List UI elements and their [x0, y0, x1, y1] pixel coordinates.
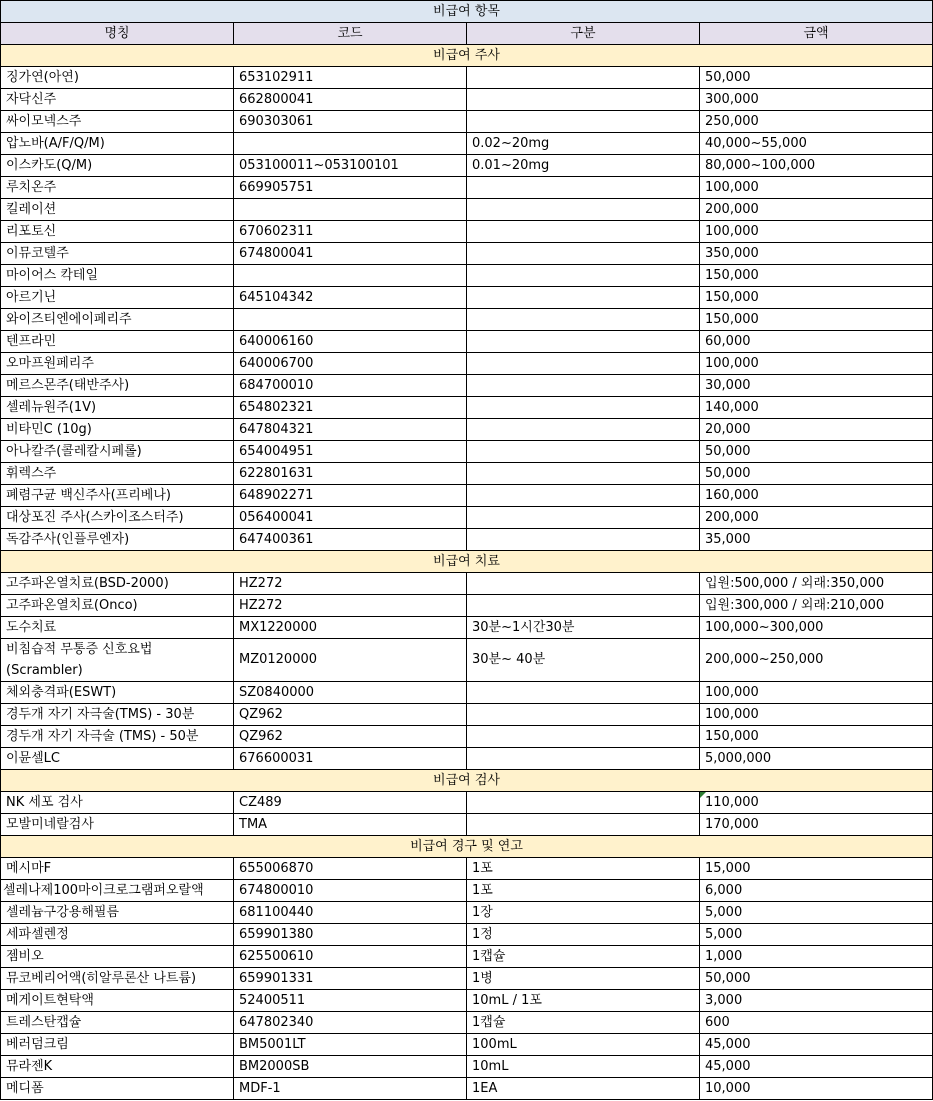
item-category-cell: 1포 — [467, 858, 700, 880]
item-price-cell: 50,000 — [700, 968, 933, 990]
table-row — [1, 529, 933, 551]
item-category-cell — [467, 419, 700, 441]
item-price-cell: 80,000~100,000 — [700, 155, 933, 177]
item-price-cell: 30,000 — [700, 375, 933, 397]
table-row — [1, 507, 933, 529]
item-category-cell — [467, 814, 700, 836]
item-category-cell — [467, 595, 700, 617]
item-name-cell: 메디폼 — [1, 1078, 234, 1100]
item-code-cell: 056400041 — [234, 507, 467, 529]
item-code-cell: SZ0840000 — [234, 682, 467, 704]
section-title: 비급여 치료 — [1, 551, 933, 573]
item-price-cell: 100,000 — [700, 353, 933, 375]
item-name-cell: 대상포진 주사(스카이조스터주) — [1, 507, 234, 529]
table-row — [1, 902, 933, 924]
item-name-cell: 휘렉스주 — [1, 463, 234, 485]
item-code-cell — [234, 265, 467, 287]
item-code-cell: 655006870 — [234, 858, 467, 880]
item-name-cell: 젬비오 — [1, 946, 234, 968]
item-code-cell: 690303061 — [234, 111, 467, 133]
item-name-cell: 이스카도(Q/M) — [1, 155, 234, 177]
item-category-cell: 1캡슐 — [467, 1012, 700, 1034]
item-price-cell: 50,000 — [700, 463, 933, 485]
item-code-cell: 647804321 — [234, 419, 467, 441]
item-price-cell: 1,000 — [700, 946, 933, 968]
item-name-cell: 이뮨셀LC — [1, 748, 234, 770]
item-price-cell: 60,000 — [700, 331, 933, 353]
table-row — [1, 331, 933, 353]
item-name-cell: 아르기닌 — [1, 287, 234, 309]
item-category-cell: 10mL — [467, 1056, 700, 1078]
table-row — [1, 858, 933, 880]
item-price-cell: 10,000 — [700, 1078, 933, 1100]
item-price-cell: 300,000 — [700, 89, 933, 111]
section-row — [1, 770, 933, 792]
column-header-code: 코드 — [234, 23, 467, 45]
table-row — [1, 221, 933, 243]
item-code-cell: 681100440 — [234, 902, 467, 924]
item-code-cell: 659901331 — [234, 968, 467, 990]
item-name-cell: 압노바(A/F/Q/M) — [1, 133, 234, 155]
item-name-cell: 루치온주 — [1, 177, 234, 199]
item-code-cell: CZ489 — [234, 792, 467, 814]
item-code-cell: MDF-1 — [234, 1078, 467, 1100]
item-name-cell: 킬레이션 — [1, 199, 234, 221]
item-price-cell: 입원:300,000 / 외래:210,000 — [700, 595, 933, 617]
item-code-cell: QZ962 — [234, 704, 467, 726]
item-category-cell: 1EA — [467, 1078, 700, 1100]
table-row — [1, 1034, 933, 1056]
item-code-cell: QZ962 — [234, 726, 467, 748]
item-price-cell: 150,000 — [700, 265, 933, 287]
table-row — [1, 199, 933, 221]
table-row — [1, 726, 933, 748]
item-code-cell: 654004951 — [234, 441, 467, 463]
item-price-cell: 입원:500,000 / 외래:350,000 — [700, 573, 933, 595]
item-code-cell: BM2000SB — [234, 1056, 467, 1078]
item-name-cell: 메시마F — [1, 858, 234, 880]
table-row — [1, 353, 933, 375]
item-category-cell: 100mL — [467, 1034, 700, 1056]
item-price-cell: 160,000 — [700, 485, 933, 507]
item-category-cell — [467, 485, 700, 507]
item-category-cell — [467, 704, 700, 726]
item-code-cell: TMA — [234, 814, 467, 836]
item-category-cell — [467, 463, 700, 485]
table-row — [1, 177, 933, 199]
table-row — [1, 111, 933, 133]
item-code-cell — [234, 133, 467, 155]
item-category-cell — [467, 89, 700, 111]
item-category-cell: 1정 — [467, 924, 700, 946]
table-row — [1, 704, 933, 726]
item-category-cell — [467, 243, 700, 265]
item-name-cell: 셀레늄구강용해필름 — [1, 902, 234, 924]
table-row — [1, 155, 933, 177]
item-code-cell: HZ272 — [234, 573, 467, 595]
item-category-cell: 1병 — [467, 968, 700, 990]
table-row — [1, 880, 933, 902]
item-code-cell: 662800041 — [234, 89, 467, 111]
table-row — [1, 67, 933, 89]
item-category-cell — [467, 573, 700, 595]
item-price-cell: 6,000 — [700, 880, 933, 902]
item-name-cell: 텐프라민 — [1, 331, 234, 353]
table-row — [1, 792, 933, 814]
item-name-cell: 뮤라젠K — [1, 1056, 234, 1078]
table-row — [1, 485, 933, 507]
item-code-cell: MX1220000 — [234, 617, 467, 639]
item-name-cell: 싸이모넥스주 — [1, 111, 234, 133]
item-code-cell: 676600031 — [234, 748, 467, 770]
column-header-category: 구분 — [467, 23, 700, 45]
item-name-cell: 마이어스 칵테일 — [1, 265, 234, 287]
item-category-cell — [467, 265, 700, 287]
item-name-cell: 체외충격파(ESWT) — [1, 682, 234, 704]
item-category-cell — [467, 199, 700, 221]
item-price-cell: 100,000 — [700, 177, 933, 199]
table-row — [1, 1012, 933, 1034]
item-code-cell: 648902271 — [234, 485, 467, 507]
item-code-cell: 625500610 — [234, 946, 467, 968]
item-price-cell: 250,000 — [700, 111, 933, 133]
item-category-cell — [467, 726, 700, 748]
item-category-cell: 0.01~20mg — [467, 155, 700, 177]
item-category-cell: 0.02~20mg — [467, 133, 700, 155]
item-price-cell: 35,000 — [700, 529, 933, 551]
item-price-cell: 100,000 — [700, 704, 933, 726]
item-code-cell: 674800041 — [234, 243, 467, 265]
item-code-cell: BM5001LT — [234, 1034, 467, 1056]
item-code-cell: HZ272 — [234, 595, 467, 617]
item-code-cell: 659901380 — [234, 924, 467, 946]
table-row — [1, 748, 933, 770]
item-price-cell: 50,000 — [700, 441, 933, 463]
item-category-cell — [467, 309, 700, 331]
item-price-cell: 150,000 — [700, 309, 933, 331]
item-code-cell: 622801631 — [234, 463, 467, 485]
column-header-name: 명칭 — [1, 23, 234, 45]
item-category-cell — [467, 221, 700, 243]
item-category-cell — [467, 397, 700, 419]
item-category-cell: 1장 — [467, 902, 700, 924]
section-row — [1, 551, 933, 573]
item-category-cell: 1캡슐 — [467, 946, 700, 968]
table-row — [1, 419, 933, 441]
item-code-cell: 640006700 — [234, 353, 467, 375]
item-price-cell: 140,000 — [700, 397, 933, 419]
item-category-cell — [467, 792, 700, 814]
item-price-cell: 45,000 — [700, 1056, 933, 1078]
item-name-cell: 이뮤코텔주 — [1, 243, 234, 265]
table-row — [1, 265, 933, 287]
table-row — [1, 287, 933, 309]
item-price-cell: 170,000 — [700, 814, 933, 836]
table-row — [1, 573, 933, 595]
item-category-cell — [467, 748, 700, 770]
item-code-cell: 647400361 — [234, 529, 467, 551]
table-row — [1, 1078, 933, 1100]
item-category-cell — [467, 67, 700, 89]
item-category-cell — [467, 507, 700, 529]
item-category-cell — [467, 331, 700, 353]
item-category-cell — [467, 177, 700, 199]
table-row — [1, 990, 933, 1012]
item-code-cell: 654802321 — [234, 397, 467, 419]
item-price-cell: 100,000 — [700, 221, 933, 243]
item-category-cell — [467, 287, 700, 309]
table-row — [1, 682, 933, 704]
item-name-cell: 모발미네랄검사 — [1, 814, 234, 836]
item-code-cell — [234, 309, 467, 331]
item-category-cell — [467, 441, 700, 463]
table-row — [1, 397, 933, 419]
item-price-cell: 5,000 — [700, 902, 933, 924]
item-code-cell: 52400511 — [234, 990, 467, 1012]
table-row — [1, 814, 933, 836]
item-name-cell: 독감주사(인플루엔자) — [1, 529, 234, 551]
item-code-cell: 053100011~053100101 — [234, 155, 467, 177]
item-category-cell: 1포 — [467, 880, 700, 902]
table-row — [1, 595, 933, 617]
item-code-cell: 684700010 — [234, 375, 467, 397]
item-code-cell: 645104342 — [234, 287, 467, 309]
item-name-cell: 베러덤크림 — [1, 1034, 234, 1056]
item-category-cell: 30분~ 40분 — [467, 639, 700, 682]
item-code-cell: 670602311 — [234, 221, 467, 243]
item-name-cell: 메르스몬주(태반주사) — [1, 375, 234, 397]
item-category-cell — [467, 353, 700, 375]
table-row — [1, 1056, 933, 1078]
item-code-cell: MZ0120000 — [234, 639, 467, 682]
item-name-cell: 비침습적 무통증 신호요법 (Scrambler) — [1, 639, 234, 682]
section-title: 비급여 검사 — [1, 770, 933, 792]
item-category-cell: 30분~1시간30분 — [467, 617, 700, 639]
item-name-cell: 폐렴구균 백신주사(프리베나) — [1, 485, 234, 507]
item-price-cell: 40,000~55,000 — [700, 133, 933, 155]
item-name-cell: 리포토신 — [1, 221, 234, 243]
column-header-price: 금액 — [700, 23, 933, 45]
section-title: 비급여 주사 — [1, 45, 933, 67]
table-row — [1, 924, 933, 946]
item-name-cell: 고주파온열치료(BSD-2000) — [1, 573, 234, 595]
item-price-cell: 20,000 — [700, 419, 933, 441]
table-row — [1, 133, 933, 155]
table-row — [1, 375, 933, 397]
table-row — [1, 441, 933, 463]
item-name-cell: 메게이트현탁액 — [1, 990, 234, 1012]
item-name-cell: 자닥신주 — [1, 89, 234, 111]
item-price-cell: 100,000 — [700, 682, 933, 704]
item-code-cell — [234, 199, 467, 221]
item-price-cell: 200,000 — [700, 507, 933, 529]
item-category-cell — [467, 111, 700, 133]
item-price-cell: 110,000 — [700, 792, 933, 814]
table-row — [1, 309, 933, 331]
item-name-cell: 경두개 자기 자극술 (TMS) - 50분 — [1, 726, 234, 748]
table-title: 비급여 항목 — [1, 1, 933, 23]
item-code-cell: 669905751 — [234, 177, 467, 199]
item-price-cell: 45,000 — [700, 1034, 933, 1056]
section-row — [1, 45, 933, 67]
item-price-cell: 5,000 — [700, 924, 933, 946]
item-price-cell: 150,000 — [700, 726, 933, 748]
table-row — [1, 946, 933, 968]
item-name-cell: 뮤코베리어액(히알루론산 나트륨) — [1, 968, 234, 990]
item-category-cell — [467, 529, 700, 551]
item-price-cell: 15,000 — [700, 858, 933, 880]
item-code-cell: 647802340 — [234, 1012, 467, 1034]
item-name-cell: 고주파온열치료(Onco) — [1, 595, 234, 617]
item-name-cell: NK 세포 검사 — [1, 792, 234, 814]
item-name-cell: 도수치료 — [1, 617, 234, 639]
item-category-cell — [467, 682, 700, 704]
section-title: 비급여 경구 및 연고 — [1, 836, 933, 858]
item-price-cell: 50,000 — [700, 67, 933, 89]
table-row — [1, 463, 933, 485]
table-row — [1, 89, 933, 111]
item-name-cell: 경두개 자기 자극술(TMS) - 30분 — [1, 704, 234, 726]
item-category-cell: 10mL / 1포 — [467, 990, 700, 1012]
item-code-cell: 640006160 — [234, 331, 467, 353]
item-code-cell: 653102911 — [234, 67, 467, 89]
item-name-cell: 오마프원페리주 — [1, 353, 234, 375]
section-row — [1, 836, 933, 858]
item-price-cell: 600 — [700, 1012, 933, 1034]
table-row — [1, 968, 933, 990]
item-price-cell: 100,000~300,000 — [700, 617, 933, 639]
item-name-cell: 트레스탄캡슐 — [1, 1012, 234, 1034]
item-name-cell: 셀레나제100마이크로그램퍼오랄액 — [1, 880, 234, 902]
item-price-cell: 200,000~250,000 — [700, 639, 933, 682]
item-category-cell — [467, 375, 700, 397]
item-name-cell: 세파셀렌정 — [1, 924, 234, 946]
item-price-cell: 3,000 — [700, 990, 933, 1012]
item-code-cell: 674800010 — [234, 880, 467, 902]
item-price-cell: 200,000 — [700, 199, 933, 221]
item-price-cell: 150,000 — [700, 287, 933, 309]
item-name-cell: 아나칼주(콜레칼시페롤) — [1, 441, 234, 463]
table-row — [1, 639, 933, 682]
item-price-cell: 350,000 — [700, 243, 933, 265]
item-price-cell: 5,000,000 — [700, 748, 933, 770]
item-name-cell: 와이즈티엔에이페리주 — [1, 309, 234, 331]
item-name-cell: 셀레뉴원주(1V) — [1, 397, 234, 419]
table-row — [1, 243, 933, 265]
item-name-cell: 징가연(아연) — [1, 67, 234, 89]
item-name-cell: 비타민C (10g) — [1, 419, 234, 441]
table-row — [1, 617, 933, 639]
